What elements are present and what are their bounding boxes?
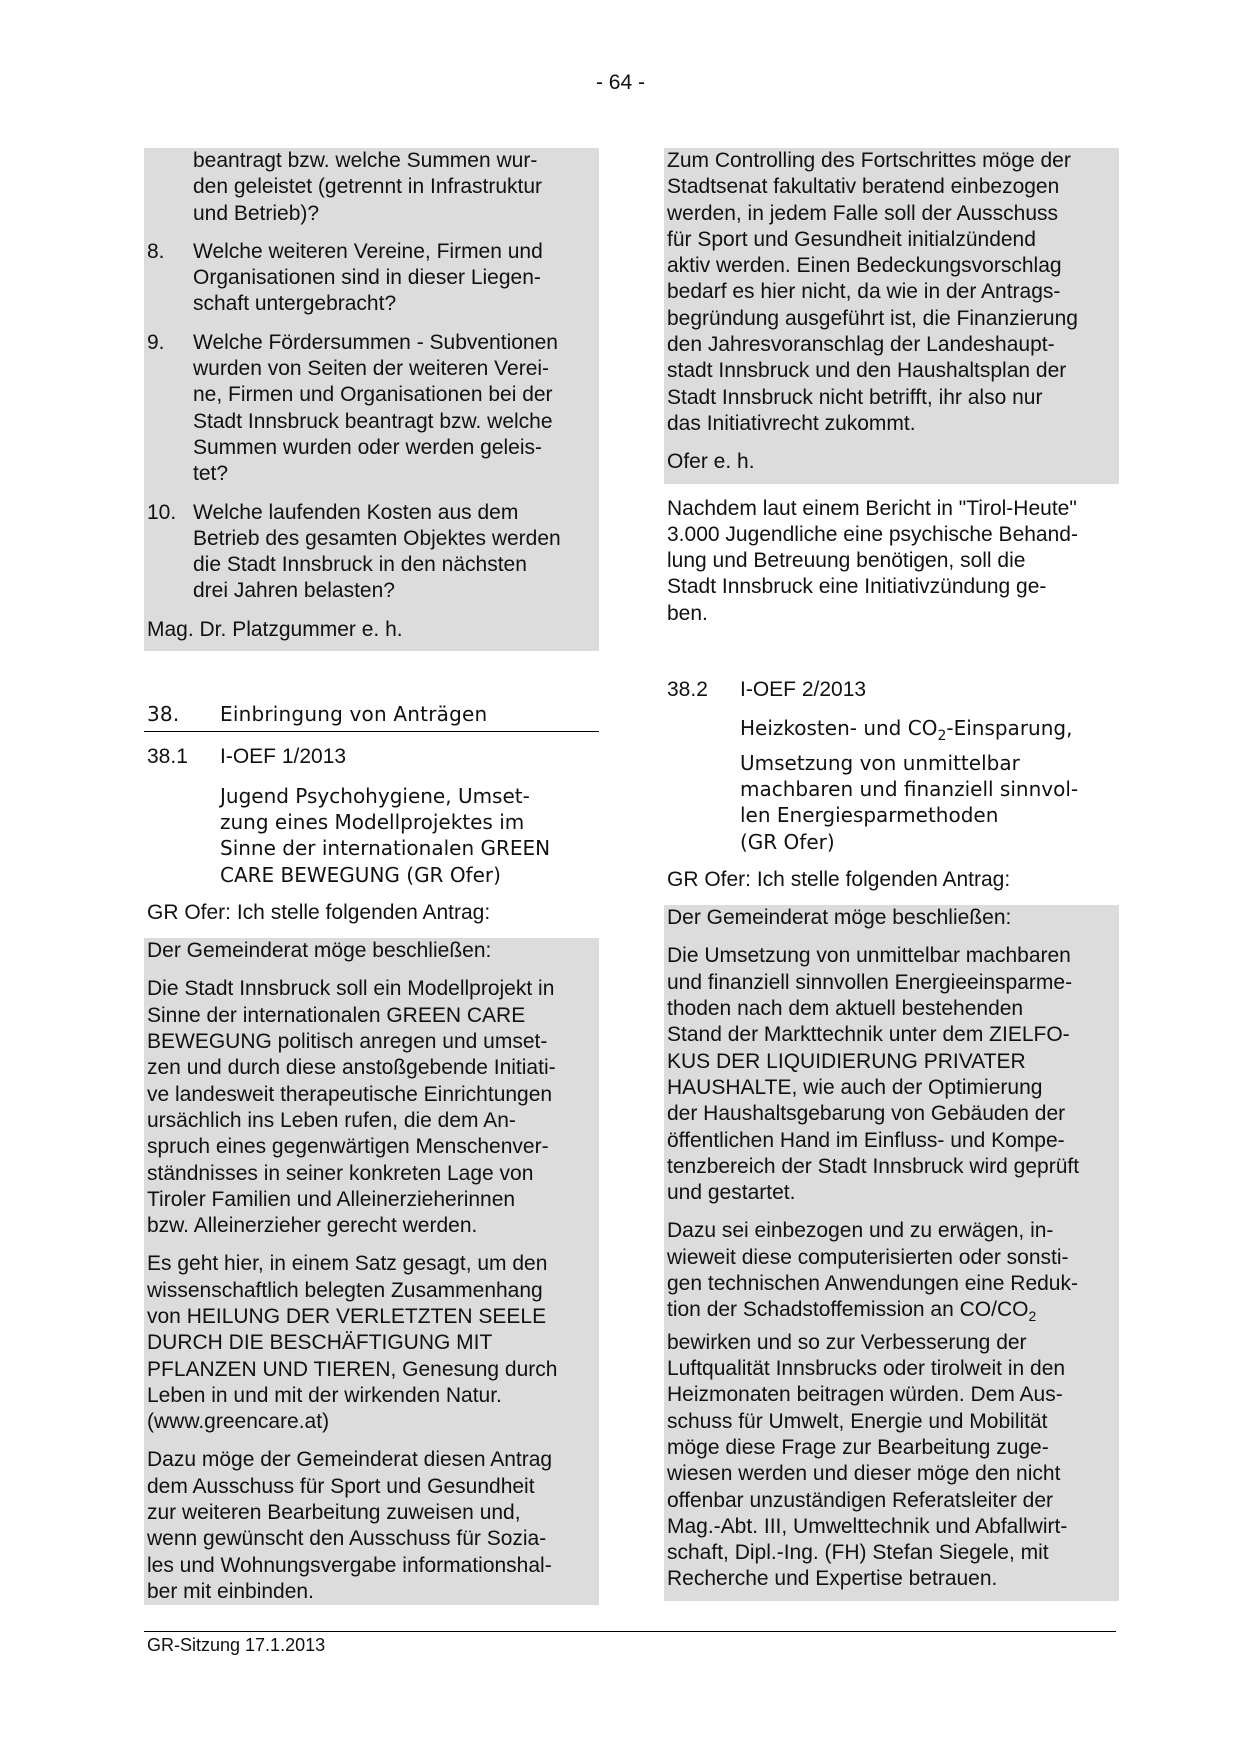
text-line: und gestartet. — [667, 1181, 796, 1205]
text-line: tet? — [193, 462, 229, 486]
text-line: ve landesweit therapeutische Einrichtungen — [147, 1082, 553, 1106]
text-line: DURCH DIE BESCHÄFTIGUNG MIT — [147, 1331, 493, 1355]
text-line: ständnisses in seiner konkreten Lage von — [147, 1161, 534, 1185]
text-line: drei Jahren belasten? — [193, 579, 395, 603]
page-number: - 64 - — [595, 71, 645, 94]
text-line: ben. — [667, 601, 708, 625]
motion-lead: Der Gemeinderat möge beschließen: — [147, 939, 492, 963]
question-item-10 — [144, 500, 599, 617]
text-line: offenbar unzuständigen Referatsleiter der — [667, 1488, 1054, 1512]
text-line: ne, Firmen und Organisationen bei der — [193, 383, 553, 407]
shaded-motion-block — [664, 905, 1119, 1601]
text-line: wiesen werden und dieser möge den nicht — [667, 1462, 1061, 1486]
text-line: Die Stadt Innsbruck soll ein Modellprojekt in — [147, 977, 555, 1001]
reason-paragraph — [664, 496, 1119, 627]
text-line: Die Umsetzung von unmittelbar machbaren — [667, 944, 1071, 968]
question-number: 10. — [147, 500, 177, 524]
motion-title — [664, 715, 1119, 854]
text-line: wieweit diese computerisierten oder sonsti- — [667, 1245, 1069, 1269]
text-line: beantragt bzw. welche Summen wur- — [193, 149, 538, 172]
shaded-motion-block — [144, 938, 599, 1605]
question-text — [193, 330, 596, 488]
text-line: schaft untergebracht? — [193, 292, 397, 316]
text-line: Welche laufenden Kosten aus dem — [193, 500, 519, 524]
text-line: Stand der Markttechnik unter dem ZIELFO- — [667, 1023, 1070, 1047]
motion-paragraph-2 — [144, 1251, 599, 1447]
text-line: lung und Betreuung benötigen, soll die — [667, 549, 1026, 573]
text-line — [667, 1297, 1116, 1329]
text-line: Zum Controlling des Fortschrittes möge der — [667, 149, 1071, 172]
text-line: KUS DER LIQUIDIERUNG PRIVATER — [667, 1049, 1026, 1073]
motion-paragraph-2 — [664, 1218, 1119, 1600]
text-line: Welche weiteren Vereine, Firmen und — [193, 239, 543, 263]
text-line: zur weiteren Bearbeitung zuweisen und, — [147, 1501, 521, 1525]
text-line: begründung ausgeführt ist, die Finanzierung — [667, 306, 1078, 330]
text-line — [740, 715, 1119, 749]
motion-title — [144, 783, 599, 888]
text-line: (GR Ofer) — [740, 829, 835, 854]
motion-intro: GR Ofer: Ich stelle folgenden Antrag: — [147, 900, 491, 924]
text-line: HAUSHALTE, wie auch der Optimierung — [667, 1075, 1043, 1099]
text-line: ber mit einbinden. — [147, 1579, 314, 1603]
text-line: Heizmonaten beitragen würden. Dem Aus- — [667, 1383, 1063, 1407]
text-line: Dazu sei einbezogen und zu erwägen, in- — [667, 1219, 1054, 1243]
text-line: werden, in jedem Falle soll der Ausschuss — [667, 201, 1059, 225]
motion-header — [664, 677, 1119, 703]
text-line: Sinne der internationalen GREEN CARE — [147, 1003, 526, 1027]
text-line: schuss für Umwelt, Energie und Mobilität — [667, 1409, 1048, 1433]
text-line: der Haushaltsgebarung von Gebäuden der — [667, 1102, 1066, 1126]
title-part: -Einsparung, — [946, 716, 1073, 741]
text-line: Recherche und Expertise betrauen. — [667, 1567, 998, 1591]
item-number: 38.1 — [147, 745, 188, 769]
text-line: schaft, Dipl.-Ing. (FH) Stefan Siegele, mit — [667, 1541, 1049, 1565]
text-line: den Jahresvoranschlag der Landeshaupt- — [667, 333, 1055, 357]
item-code: I-OEF 2/2013 — [740, 678, 867, 702]
subscript: 2 — [937, 728, 947, 745]
text-line: Organisationen sind in dieser Liegen- — [193, 266, 541, 290]
continuation-paragraph — [664, 148, 1119, 449]
text-line: das Initiativrecht zukommt. — [667, 411, 916, 435]
item-code: I-OEF 1/2013 — [220, 745, 347, 769]
question-item-9 — [144, 330, 599, 500]
text-line: wenn gewünscht den Ausschuss für Sozia- — [147, 1527, 547, 1551]
section-heading — [144, 701, 599, 732]
text-line: 3.000 Jugendliche eine psychische Behand- — [667, 522, 1078, 546]
text-line: wissenschaftlich belegten Zusammenhang — [147, 1278, 543, 1302]
text-line: BEWEGUNG politisch anregen und umset- — [147, 1030, 548, 1054]
text-line: Es geht hier, in einem Satz gesagt, um den — [147, 1252, 548, 1276]
text-line: thoden nach dem aktuell bestehenden — [667, 997, 1024, 1021]
text-line: gen technischen Anwendungen eine Reduk- — [667, 1271, 1078, 1295]
text-line: und Betrieb)? — [193, 201, 320, 225]
text-line: Stadt Innsbruck beantragt bzw. welche — [193, 409, 553, 433]
question-number: 9. — [147, 330, 165, 354]
text-line: von HEILUNG DER VERLETZTEN SEELE — [147, 1304, 547, 1328]
text-line: stadt Innsbruck und den Haushaltsplan der — [667, 359, 1067, 383]
text-line: für Sport und Gesundheit initialzündend — [667, 227, 1036, 251]
item-number: 38.2 — [667, 678, 708, 702]
left-column — [144, 148, 599, 1605]
text-line: PFLANZEN UND TIEREN, Genesung durch — [147, 1357, 558, 1381]
question-number: 8. — [147, 239, 165, 263]
text-line: Welche Fördersummen - Subventionen — [193, 330, 558, 354]
text-line: zung eines Modellprojektes im — [220, 809, 525, 834]
section-title: Einbringung von Anträgen — [220, 702, 488, 727]
footer-divider — [144, 1631, 1116, 1632]
motion-paragraph-1 — [144, 976, 599, 1251]
text-line: len Energiesparmethoden — [740, 803, 999, 828]
shaded-questions-block — [144, 148, 599, 651]
subscript: 2 — [1028, 1308, 1037, 1325]
text-line: CARE BEWEGUNG (GR Ofer) — [220, 862, 501, 887]
text-line: spruch eines gegenwärtigen Menschenver- — [147, 1135, 549, 1159]
text-line: machbaren und finanziell sinnvol- — [740, 776, 1079, 801]
motion-paragraph-1 — [664, 943, 1119, 1218]
text-line: Betrieb des gesamten Objektes werden — [193, 526, 561, 550]
text-line: bzw. Alleinerzieher gerecht werden. — [147, 1214, 478, 1238]
text-line: Summen wurden oder werden geleis- — [193, 435, 543, 459]
footer-text: GR-Sitzung 17.1.2013 — [147, 1635, 326, 1655]
text-line: Stadtsenat fakultativ beratend einbezogen — [667, 175, 1060, 199]
text-line: zen und durch diese anstoßgebende Initiati- — [147, 1056, 556, 1080]
motion-header — [144, 744, 599, 770]
text-line: bedarf es hier nicht, da wie in der Antrags- — [667, 280, 1061, 304]
text-line: öffentlichen Hand im Einfluss- und Kompe- — [667, 1128, 1065, 1152]
text-line: Luftqualität Innsbrucks oder tirolweit in den — [667, 1357, 1066, 1381]
text-line: Umsetzung von unmittelbar — [740, 750, 1020, 775]
text-line: und finanziell sinnvollen Energieeinsparme- — [667, 970, 1073, 994]
text-line: Stadt Innsbruck eine Initiativzündung ge- — [667, 575, 1047, 599]
text-line: die Stadt Innsbruck in den nächsten — [193, 553, 527, 577]
text-line: Sinne der internationalen GREEN — [220, 836, 551, 861]
motion-lead: Der Gemeinderat möge beschließen: — [667, 906, 1012, 930]
text-line: aktiv werden. Einen Bedeckungsvorschlag — [667, 254, 1062, 278]
text-line: Dazu möge der Gemeinderat diesen Antrag — [147, 1448, 553, 1472]
text-part: tion der Schadstoffemission an CO/CO — [667, 1298, 1029, 1322]
motion-intro: GR Ofer: Ich stelle folgenden Antrag: — [667, 867, 1011, 891]
text-line: (www.greencare.at) — [147, 1410, 330, 1434]
text-line: bewirken und so zur Verbesserung der — [667, 1330, 1027, 1354]
section-number: 38. — [147, 702, 180, 727]
shaded-continuation-block — [664, 148, 1119, 484]
text-line: möge diese Frage zur Bearbeitung zuge- — [667, 1435, 1049, 1459]
text-line: Tiroler Familien und Alleinerzieherinnen — [147, 1187, 516, 1211]
right-column — [664, 148, 1119, 1601]
signature: Mag. Dr. Platzgummer e. h. — [147, 617, 403, 641]
text-line: Nachdem laut einem Bericht in "Tirol-Heute" — [667, 496, 1077, 520]
question-text — [193, 239, 596, 318]
text-line: les und Wohnungsvergabe informationshal- — [147, 1553, 552, 1577]
text-line: dem Ausschuss für Sport und Gesundheit — [147, 1474, 535, 1498]
question-text — [193, 500, 596, 605]
text-line: Leben in und mit der wirkenden Natur. — [147, 1383, 502, 1407]
signature: Ofer e. h. — [667, 450, 755, 474]
motion-paragraph-3 — [144, 1447, 599, 1605]
text-line: ursächlich ins Leben rufen, die dem An- — [147, 1108, 516, 1132]
question-item-8 — [144, 239, 599, 330]
text-line: Jugend Psychohygiene, Umset- — [220, 783, 530, 808]
text-line: Mag.-Abt. III, Umwelttechnik und Abfallwirt- — [667, 1514, 1068, 1538]
text-line: den geleistet (getrennt in Infrastruktur — [193, 175, 543, 199]
text-line: tenzbereich der Stadt Innsbruck wird geprüft — [667, 1154, 1080, 1178]
text-line: Stadt Innsbruck nicht betrifft, ihr also nur — [667, 385, 1043, 409]
title-part: Heizkosten- und CO — [740, 716, 938, 741]
question-7-continuation — [144, 148, 599, 239]
text-line: wurden von Seiten der weiteren Verei- — [193, 357, 550, 381]
